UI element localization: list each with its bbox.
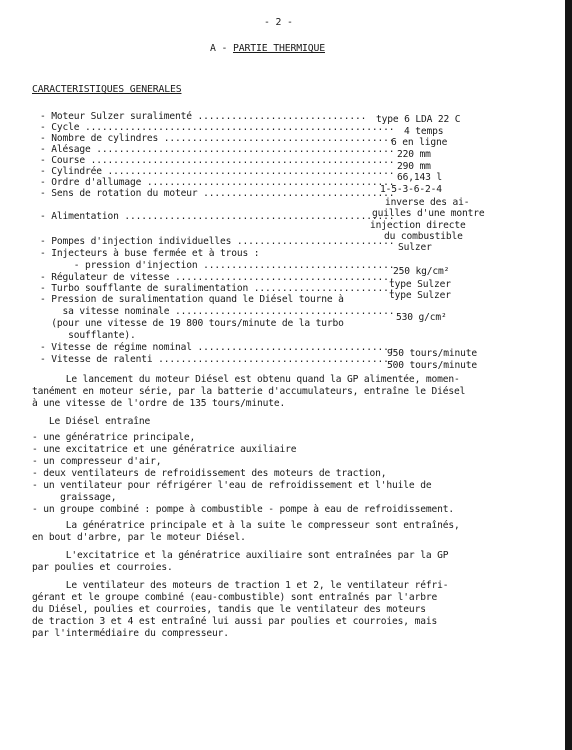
spec-value: 290 mm <box>397 161 431 172</box>
page-number: - 2 - <box>264 17 293 28</box>
spec-value: inverse des ai- <box>385 197 470 208</box>
spec-label: - Vitesse de ralenti .......................................... <box>40 354 395 365</box>
spec-value: type 6 LDA 22 C <box>376 114 461 125</box>
spec-label: - Sens de rotation du moteur .................................. <box>40 188 395 199</box>
paragraph-line: tanément en moteur série, par la batterie d'accumulateurs, entraîne le Diésel <box>32 386 466 397</box>
paragraph-line: de traction 3 et 4 est entraîné lui aussi par poulies et courroies, mais <box>32 616 438 627</box>
spec-label: - Alimentation ................................................ <box>40 211 395 222</box>
driven-item: - un groupe combiné : pompe à combustible - pompe à eau de refroidissement. <box>32 504 454 515</box>
spec-value: 220 mm <box>397 149 431 160</box>
spec-label: - Vitesse de régime nominal ................................... <box>40 342 395 353</box>
section-prefix: A - <box>210 43 233 54</box>
spec-label: - Nombre de cylindres ......................................... <box>40 133 395 144</box>
spec-label: (pour une vitesse de 19 800 tours/minute de la turbo <box>40 318 344 329</box>
paragraph-line: à une vitesse de l'ordre de 135 tours/minute. <box>32 398 286 409</box>
spec-value: 4 temps <box>404 126 444 137</box>
paragraph-line: gérant et le groupe combiné (eau-combustible) sont entraînés par l'arbre <box>32 592 438 603</box>
section-title <box>210 43 325 54</box>
subtitle: CARACTERISTIQUES GENERALES <box>32 84 182 95</box>
driven-item: - un compresseur d'air, <box>32 456 162 467</box>
spec-value: 530 g/cm² <box>396 312 447 323</box>
driven-item: - une génératrice principale, <box>32 432 196 443</box>
spec-value: type Sulzer <box>389 279 451 290</box>
paragraph-line: Le ventilateur des moteurs de traction 1 et 2, le ventilateur réfri- <box>32 580 449 591</box>
spec-value: 6 en ligne <box>391 137 448 148</box>
spec-label: - pression d'injection .................................. <box>40 260 395 271</box>
page-edge-shadow <box>565 0 572 750</box>
spec-label: - Moteur Sulzer suralimenté .............................. <box>40 111 367 122</box>
spec-label: - Régulateur de vitesse ....................................... <box>40 272 395 283</box>
spec-value: Sulzer <box>398 242 432 253</box>
spec-value: 66,143 l <box>397 172 443 183</box>
spec-label: soufflante). <box>40 330 136 341</box>
spec-value: 1-5-3-6-2-4 <box>380 184 442 195</box>
spec-value: du combustible <box>384 231 463 242</box>
spec-label: - Pompes d'injection individuelles ............................ <box>40 236 395 247</box>
spec-label: - Cycle ....................................................... <box>40 122 395 133</box>
paragraph-line: par poulies et courroies. <box>32 562 173 573</box>
driven-item: - une excitatrice et une génératrice auxiliaire <box>32 444 297 455</box>
spec-value: 950 tours/minute <box>387 348 478 359</box>
driven-item: - deux ventilateurs de refroidissement des moteurs de traction, <box>32 468 387 479</box>
driven-item: - un ventilateur pour réfrigérer l'eau de refroidissement et l'huile de <box>32 480 432 491</box>
section-name: PARTIE THERMIQUE <box>233 43 325 54</box>
spec-label: - Turbo soufflante de suralimentation ......................... <box>40 283 395 294</box>
spec-label: - Alésage ..................................................... <box>40 144 395 155</box>
spec-label: - Cylindrée ................................................... <box>40 166 395 177</box>
paragraph-line: du Diésel, poulies et courroies, tandis que le ventilateur des moteurs <box>32 604 426 615</box>
spec-value: guilles d'une montre <box>372 208 485 219</box>
driven-item: graissage, <box>32 492 117 503</box>
paragraph-line: Le lancement du moteur Diésel est obtenu quand la GP alimentée, momen- <box>32 374 460 385</box>
spec-value: type Sulzer <box>389 290 451 301</box>
driven-intro: Le Diésel entraîne <box>32 416 151 427</box>
spec-label: - Pression de suralimentation quand le Diésel tourne à <box>40 294 344 305</box>
spec-value: injection directe <box>370 220 466 231</box>
paragraph-line: L'excitatrice et la génératrice auxiliaire sont entraînées par la GP <box>32 550 449 561</box>
paragraph-line: La génératrice principale et à la suite le compresseur sont entraînés, <box>32 520 460 531</box>
spec-value: 250 kg/cm² <box>393 266 450 277</box>
paragraph-line: par l'intermédiaire du compresseur. <box>32 628 229 639</box>
spec-label: - Ordre d'allumage ............................................ <box>40 177 395 188</box>
paragraph-line: en bout d'arbre, par le moteur Diésel. <box>32 532 246 543</box>
spec-value: 500 tours/minute <box>387 360 478 371</box>
spec-label: - Injecteurs à buse fermée et à trous : <box>40 248 260 259</box>
spec-label: sa vitesse nominale ....................................... <box>40 306 395 317</box>
spec-label: - Course ...................................................... <box>40 155 395 166</box>
